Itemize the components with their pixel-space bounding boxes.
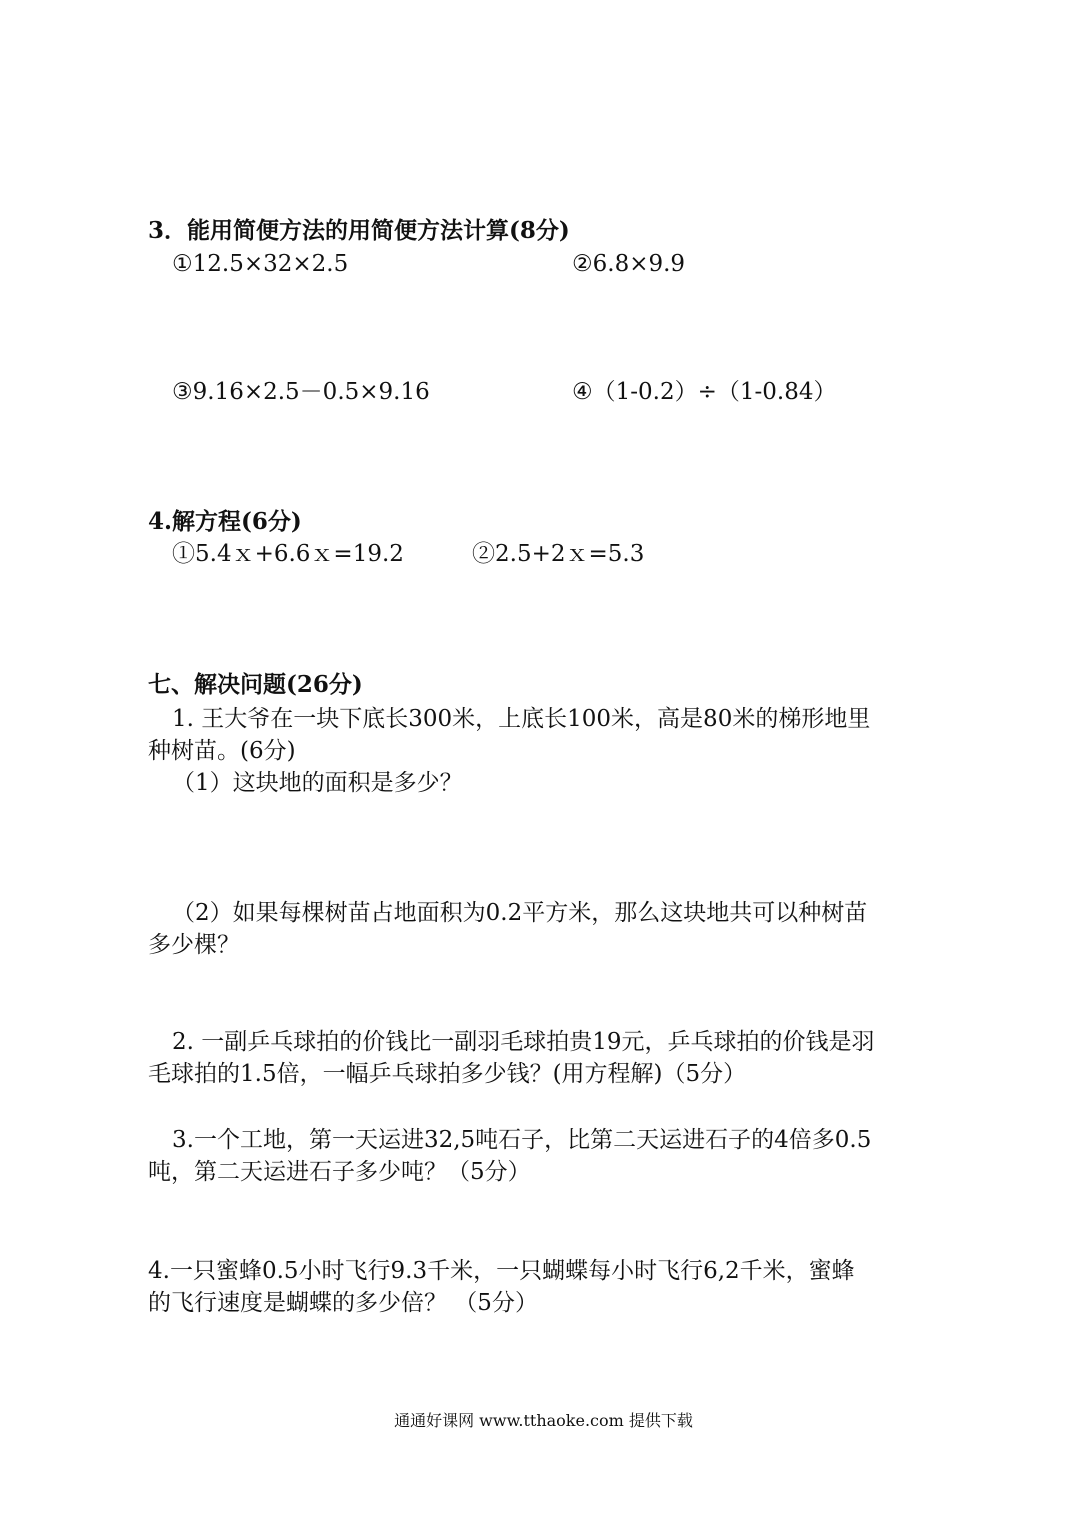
section-4-title: 4.解方程(6分) xyxy=(148,508,302,535)
page-footer: 通通好课网 www.tthaoke.com 提供下载 xyxy=(394,1411,693,1430)
problem-4-line-1: 4.一只蜜蜂0.5小时飞行9.3千米，一只蝴蝶每小时飞行6,2千米，蜜蜂 xyxy=(148,1258,855,1284)
equation-item-2: ②2.5+2ｘ=5.3 xyxy=(472,541,645,567)
equation-item-1: ①5.4ｘ+6.6ｘ=19.2 xyxy=(172,541,404,567)
problem-4-line-2: 的飞行速度是蝴蝶的多少倍？ （5分） xyxy=(148,1290,538,1316)
section-7-title: 七、解决问题(26分) xyxy=(148,671,363,698)
section-3-title: 3．能用简便方法的用简便方法计算(8分) xyxy=(148,217,570,244)
problem-1-line-1: 1. 王大爷在一块下底长300米，上底长100米，高是80米的梯形地里 xyxy=(172,706,871,732)
problem-1-sub-2-line-2: 多少棵？ xyxy=(148,932,240,958)
problem-1-sub-1: （1）这块地的面积是多少？ xyxy=(172,770,463,796)
problem-1-sub-2-line-1: （2）如果每棵树苗占地面积为0.2平方米，那么这块地共可以种树苗 xyxy=(172,900,868,926)
calc-item-4: ④（1-0.2）÷（1-0.84） xyxy=(572,379,837,405)
calc-item-3: ③9.16×2.5－0.5×9.16 xyxy=(172,379,430,405)
calc-item-1: ①12.5×32×2.5 xyxy=(172,251,349,277)
calc-item-2: ②6.8×9.9 xyxy=(572,251,686,277)
problem-2-line-2: 毛球拍的1.5倍，一幅乒乓球拍多少钱？(用方程解)（5分） xyxy=(148,1061,747,1087)
problem-2-line-1: 2. 一副乒乓球拍的价钱比一副羽毛球拍贵19元，乒乓球拍的价钱是羽 xyxy=(172,1029,875,1055)
problem-3-line-2: 吨，第二天运进石子多少吨？（5分） xyxy=(148,1159,531,1185)
problem-3-line-1: 3.一个工地，第一天运进32,5吨石子，比第二天运进石子的4倍多0.5 xyxy=(172,1127,872,1153)
problem-1-line-2: 种树苗。(6分) xyxy=(148,738,296,764)
